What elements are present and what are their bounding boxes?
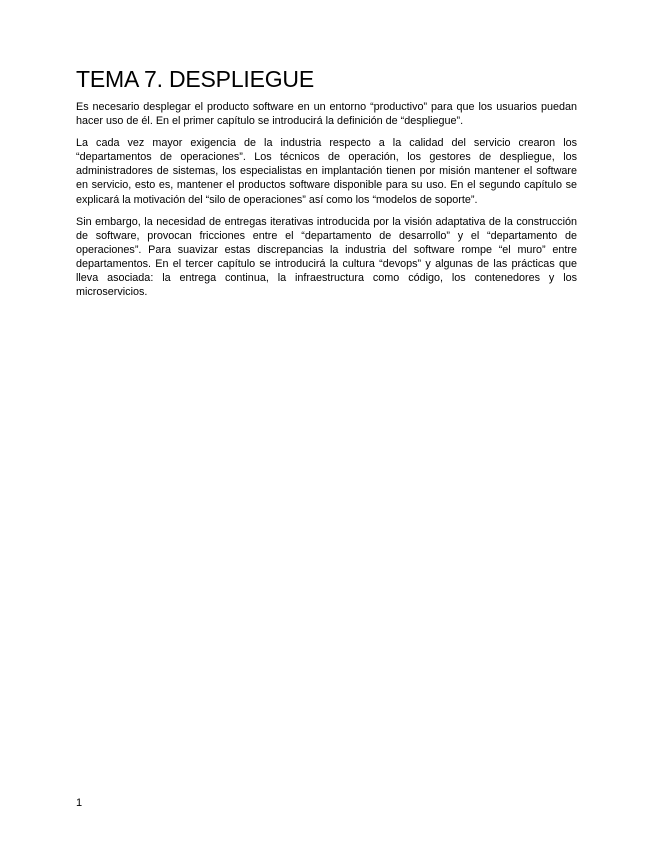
paragraph-intro: Es necesario desplegar el producto software en un entorno “productivo” para que los usuarios puedan hacer uso de él. En el primer capítulo se introducirá la definición de “despliegue”. bbox=[76, 101, 577, 128]
paragraph-devops: Sin embargo, la necesidad de entregas iterativas introducida por la visión adaptativa de la construcción de software, provocan fricciones entre el “departamento de desarrollo” y el “departamento de operaciones”. Para suavizar estas discrepancias la industria del software rompe “el muro” entre departamentos. En el tercer capítulo se introducirá la cultura “devops” y algunas de las prácticas que lleva asociada: la entrega continua, la infraestructura como código, los contenedores y los microservicios. bbox=[76, 215, 577, 299]
page-number: 1 bbox=[76, 797, 83, 809]
paragraph-operations: La cada vez mayor exigencia de la industria respecto a la calidad del servicio crearon los “departamentos de operaciones”. Los técnicos de operación, los gestores de despliegue, los administradores de sistemas, los especialistas en implantación tienen por misión mantener el software en servicio, esto es, mantener el productos software disponible para su uso. En el segundo capítulo se explicará la motivación del “silo de operaciones” así como los “modelos de soporte”. bbox=[76, 137, 577, 206]
document-body bbox=[76, 66, 577, 307]
page-title: TEMA 7. DESPLIEGUE bbox=[76, 66, 314, 92]
